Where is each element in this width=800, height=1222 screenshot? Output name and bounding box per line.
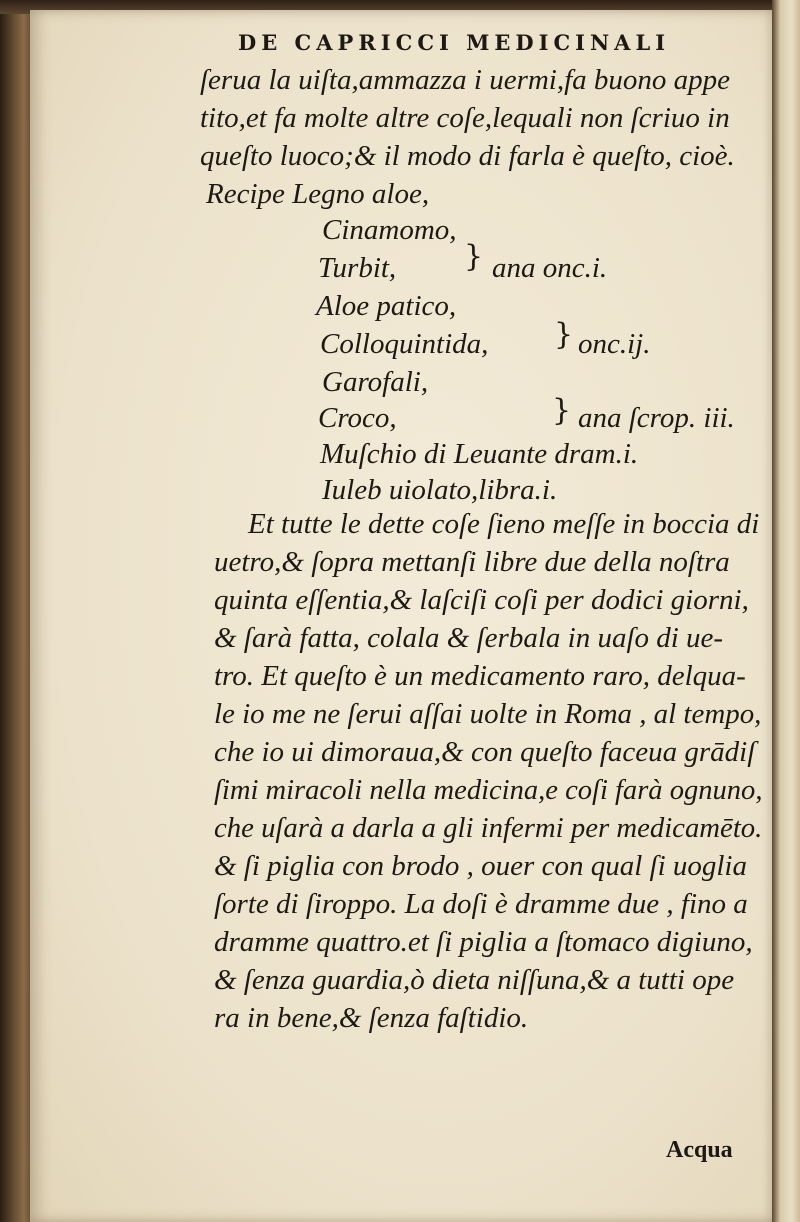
ingredient: Colloquintida, <box>320 328 489 360</box>
body-line: dramme quattro.et ſi piglia a ſtomaco digiuno, <box>214 926 753 958</box>
body-line: che uſarà a darla a gli infermi per medicamēto. <box>214 812 763 844</box>
body-line: ſorte di ſiroppo. La doſi è dramme due , fino a <box>214 888 748 920</box>
body-line: ſerua la uiſta,ammazza i uermi,fa buono appe <box>200 64 731 96</box>
brace-mark: } <box>554 317 574 352</box>
recipe-heading: Recipe Legno aloe, <box>206 178 430 210</box>
body-line: ra in bene,& ſenza faſtidio. <box>214 1002 529 1034</box>
body-line: le io me ne ſerui aſſai uolte in Roma , al tempo, <box>214 698 762 730</box>
body-line: & ſenza guardia,ò dieta niſſuna,& a tutti ope <box>214 964 735 996</box>
ingredient: Croco, <box>318 402 397 434</box>
body-line: Et tutte le dette coſe ſieno meſſe in boccia di <box>248 508 760 540</box>
catchword: Acqua <box>666 1137 733 1163</box>
quantity: ana ſcrop. iii. <box>578 402 735 434</box>
body-line: quinta eſſentia,& laſciſi coſi per dodici giorni, <box>214 584 749 616</box>
body-line: che io ui dimoraua,& con queſto faceua grādiſ <box>214 736 756 768</box>
brace-mark: } <box>464 239 484 274</box>
ingredient: Muſchio di Leuante dram.i. <box>320 438 639 470</box>
body-line: & ſi piglia con brodo , ouer con qual ſi uoglia <box>214 850 747 882</box>
ingredient: Iuleb uiolato,libra.i. <box>322 474 558 506</box>
body-line: ſimi miracoli nella medicina,e coſi farà ognuno, <box>214 774 763 806</box>
next-page-edge <box>772 0 800 1222</box>
body-line: tro. Et queſto è un medicamento raro, delqua- <box>214 660 746 692</box>
brace-mark: } <box>552 393 572 428</box>
ingredient: Garofali, <box>322 366 429 398</box>
ingredient: Aloe patico, <box>316 290 457 322</box>
body-line: tito,et fa molte altre coſe,lequali non ſcriuo in <box>200 102 730 134</box>
running-title: DE CAPRICCI MEDICINALI <box>238 30 671 55</box>
quantity: onc.ij. <box>578 328 651 360</box>
body-line: & ſarà fatta, colala & ſerbala in uaſo di ue- <box>214 622 724 654</box>
body-line: queſto luoco;& il modo di farla è queſto, cioè. <box>200 140 735 172</box>
ingredient: Turbit, <box>318 252 397 284</box>
quantity: ana onc.i. <box>492 252 608 284</box>
ingredient: Cinamomo, <box>322 214 457 246</box>
book-spine <box>0 0 34 1222</box>
body-line: uetro,& ſopra mettanſi libre due della noſtra <box>214 546 730 578</box>
